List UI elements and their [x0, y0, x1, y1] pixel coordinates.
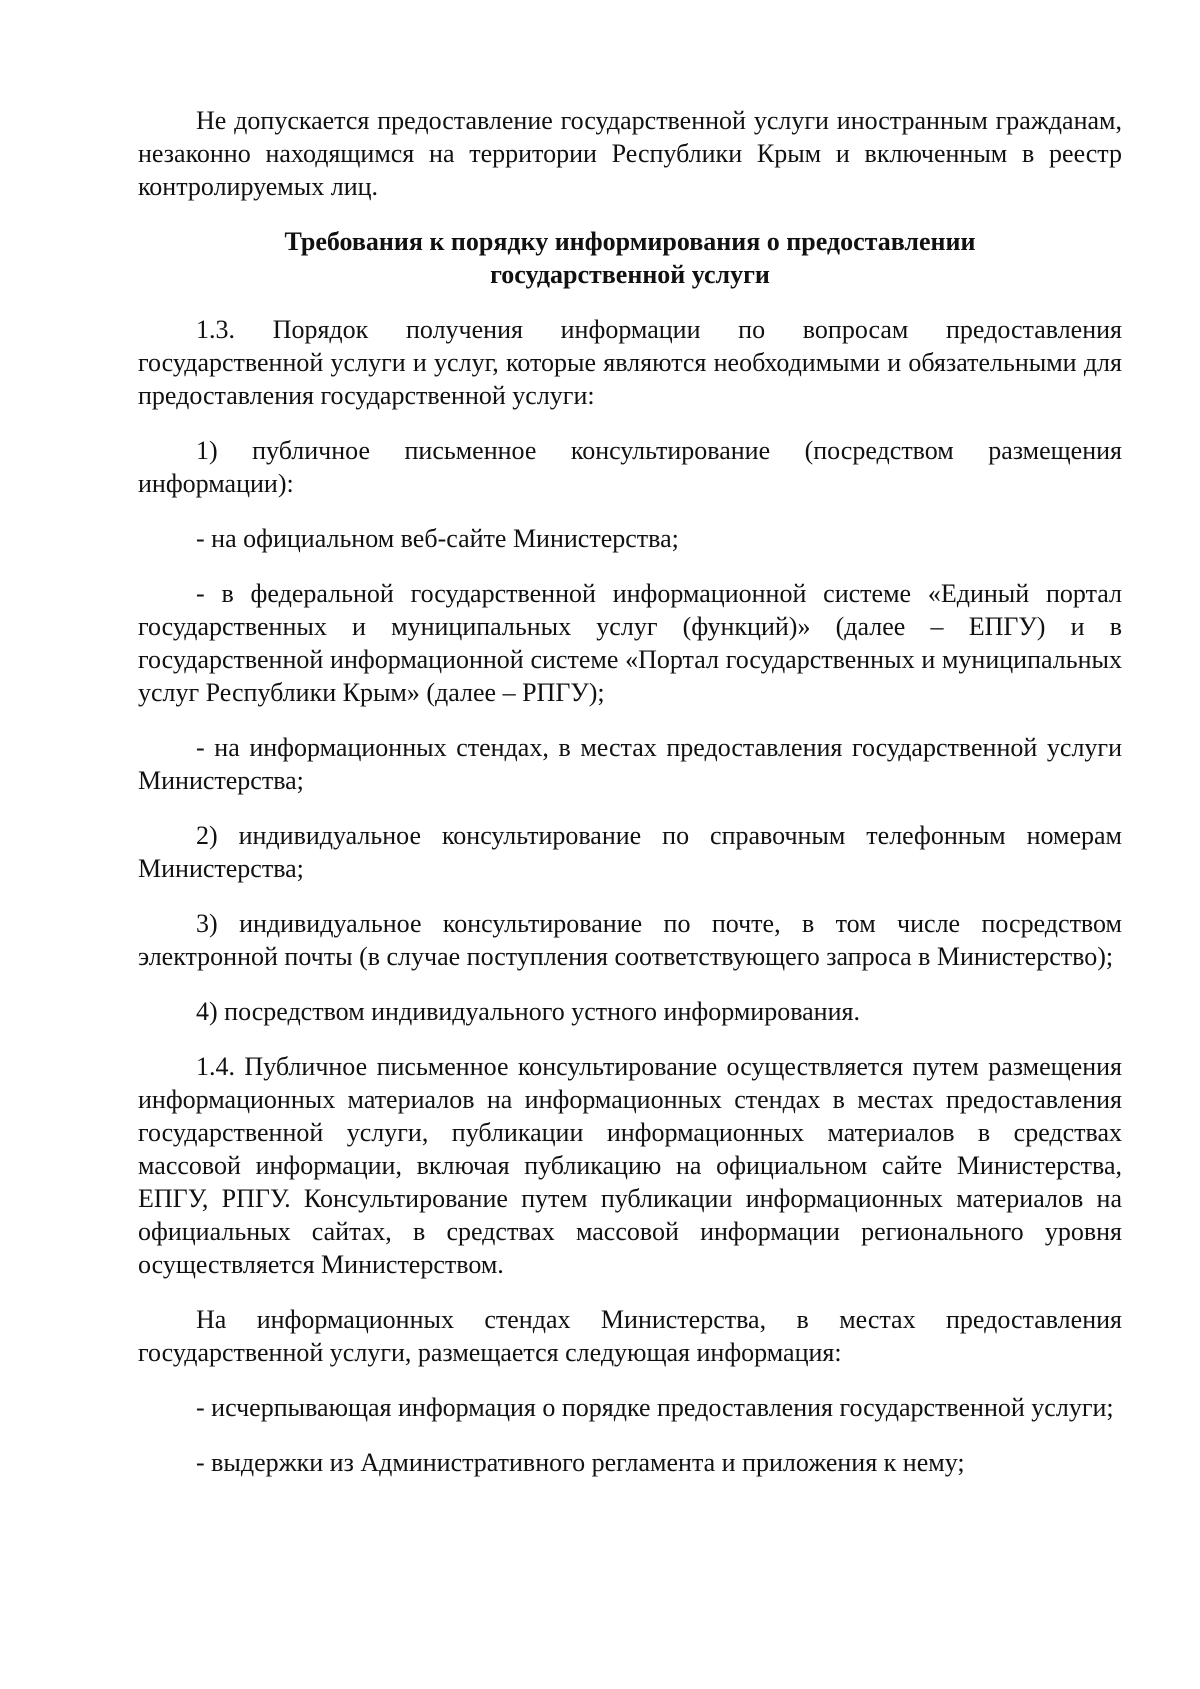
section-heading — [138, 225, 1122, 291]
section-heading-line-2: государственной услуги — [490, 260, 770, 289]
spacer — [138, 1424, 1122, 1446]
paragraph-stands-info: На информационных стендах Министерства, в местах предоставления государственной услуги, размещается следующая информация: — [138, 1305, 1122, 1367]
list-item-extracts: - выдержки из Административного регламента и приложения к нему; — [196, 1448, 965, 1477]
paragraph-1-3: 1.3. Порядок получения информации по вопросам предоставления государственной услуги и услуг, которые являются необходимыми и обязательными для предоставления государственной услуги: — [138, 315, 1122, 410]
spacer — [138, 203, 1122, 225]
spacer — [138, 555, 1122, 577]
paragraph-foreign-citizens: Не допускается предоставление государственной услуги иностранным гражданам, незаконно находящимся на территории Республики Крым и включенным в реестр контролируемых лиц. — [138, 106, 1122, 201]
spacer — [138, 291, 1122, 313]
spacer — [138, 797, 1122, 819]
document-body — [138, 104, 1122, 1479]
list-item-website: - на официальном веб-сайте Министерства; — [196, 524, 679, 553]
list-item-mail: 3) индивидуальное консультирование по почте, в том числе посредством электронной почты (в случае поступления соответствующего запроса в Министерство); — [138, 909, 1122, 971]
spacer — [138, 885, 1122, 907]
list-item-phone: 2) индивидуальное консультирование по справочным телефонным номерам Министерства; — [138, 821, 1122, 883]
spacer — [138, 500, 1122, 522]
spacer — [138, 973, 1122, 995]
spacer — [138, 1028, 1122, 1050]
spacer — [138, 709, 1122, 731]
spacer — [138, 412, 1122, 434]
paragraph-1-4: 1.4. Публичное письменное консультирование осуществляется путем размещения информационных материалов на информационных стендах в местах предоставления государственной услуги, публикации информационных материалов в средствах массовой информации, включая публикацию на официальном сайте Министерства, ЕПГУ, РПГУ. Консультирование путем публикации информационных материалов на официальных сайтах, в средствах массовой информации регионального уровня осуществляется Министерством. — [138, 1052, 1122, 1279]
list-item-public-written: 1) публичное письменное консультирование (посредством размещения информации): — [138, 436, 1122, 498]
spacer — [138, 1369, 1122, 1391]
list-item-exhaustive-info: - исчерпывающая информация о порядке предоставления государственной услуги; — [196, 1393, 1114, 1422]
list-item-oral: 4) посредством индивидуального устного информирования. — [196, 997, 860, 1026]
list-item-portal: - в федеральной государственной информационной системе «Единый портал государственных и муниципальных услуг (функций)» (далее – ЕПГУ) и в государственной информационной системе «Портал государственных и муниципальных услуг Республики Крым» (далее – РПГУ); — [138, 579, 1122, 707]
list-item-stands: - на информационных стендах, в местах предоставления государственной услуги Министерства; — [138, 733, 1122, 795]
spacer — [138, 1281, 1122, 1303]
section-heading-line-1: Требования к порядку информирования о предоставлении — [284, 227, 976, 256]
